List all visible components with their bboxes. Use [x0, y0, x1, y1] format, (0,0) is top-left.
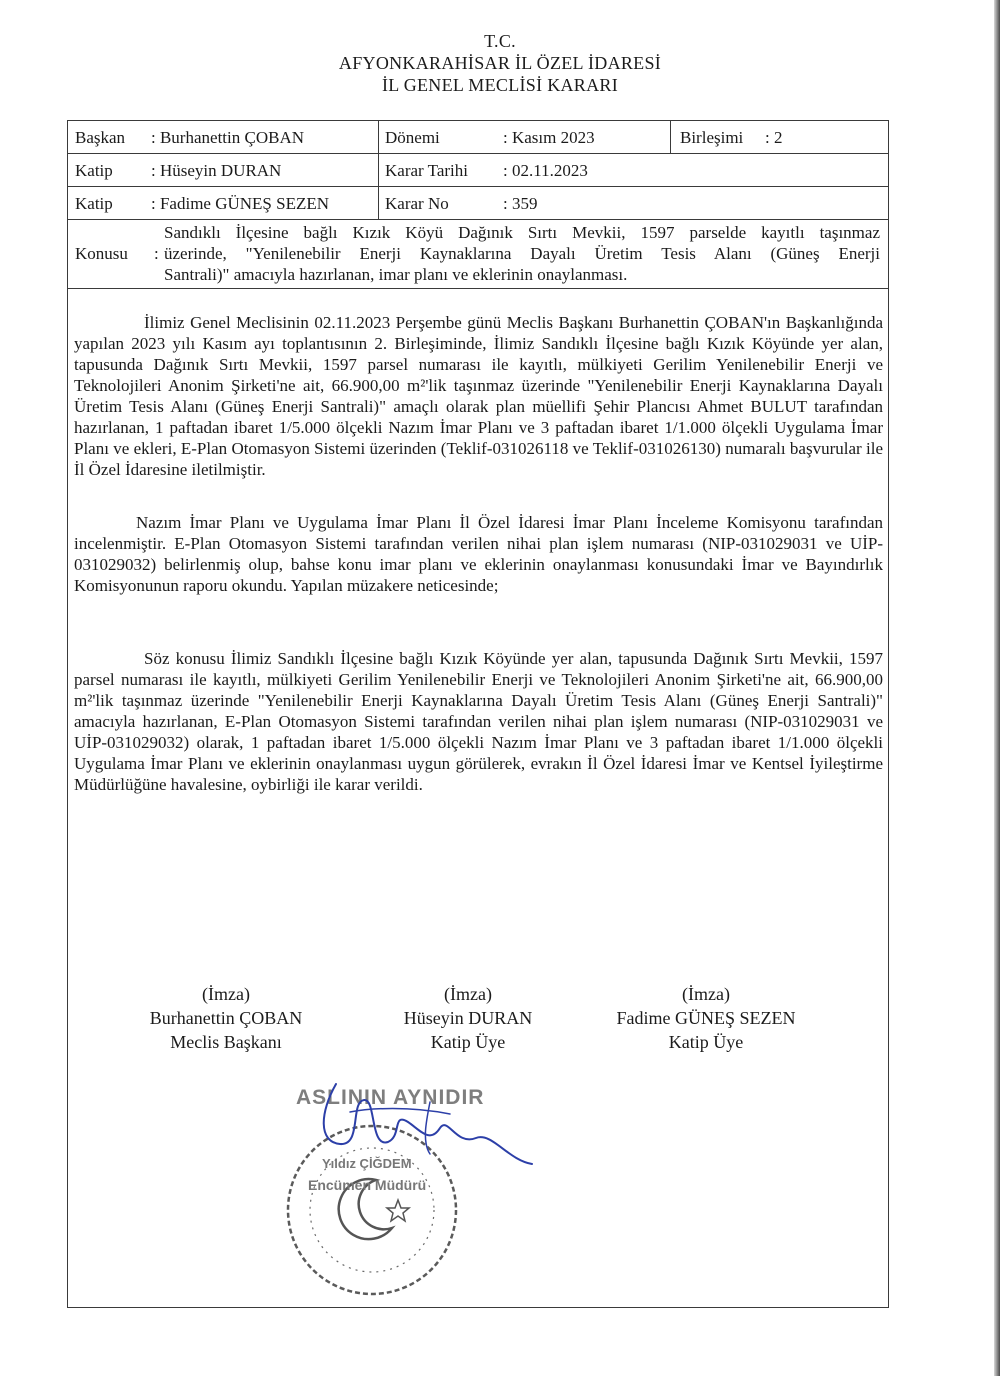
star-icon — [387, 1200, 409, 1221]
header-decision-title: İL GENEL MECLİSİ KARARI — [381, 75, 619, 95]
konusu-text — [164, 222, 880, 285]
signature-name: Fadime GÜNEŞ SEZEN — [616, 1008, 796, 1028]
karar-tarihi-value: : 02.11.2023 — [503, 161, 588, 180]
konusu-label: Konusu — [75, 244, 128, 263]
info-row-katip-2 — [68, 187, 888, 220]
baskan-label: Başkan — [75, 128, 126, 147]
karar-no-value: : 359 — [503, 194, 538, 213]
konusu-line-1: Sandıklı İlçesine bağlı Kızık Köyü Dağınık Sırtı Mevkii, 1597 parselde kayıtlı taşınmaz — [164, 223, 880, 242]
signature-katip-1 — [358, 982, 578, 1054]
katip1-value: : Hüseyin DURAN — [151, 161, 282, 180]
karar-no-label: Karar No — [385, 194, 449, 213]
signature-title: Katip Üye — [668, 1032, 744, 1052]
karar-tarihi-cell — [378, 154, 888, 186]
signature-imza: (İmza) — [444, 984, 492, 1004]
signature-baskan — [116, 982, 336, 1054]
karar-no-cell — [378, 187, 888, 219]
info-row-katip-1 — [68, 154, 888, 187]
karar-tarihi-label: Karar Tarihi — [385, 161, 468, 180]
donemi-cell — [378, 121, 670, 153]
round-seal — [288, 1126, 456, 1294]
signature-imza: (İmza) — [202, 984, 250, 1004]
stamp-name: Yıldız ÇİĞDEM — [322, 1156, 412, 1171]
signature-name: Hüseyin DURAN — [403, 1008, 533, 1028]
baskan-value: : Burhanettin ÇOBAN — [151, 128, 304, 147]
certified-copy-stamp — [280, 1072, 560, 1302]
birlesimi-value: : 2 — [765, 128, 783, 147]
signature-title: Meclis Başkanı — [170, 1032, 282, 1052]
donemi-value: : Kasım 2023 — [503, 128, 595, 147]
signature-katip-2 — [596, 982, 816, 1054]
konusu-colon: : — [154, 244, 159, 263]
donemi-label: Dönemi — [385, 128, 440, 147]
info-row-baskan — [68, 121, 888, 154]
konusu-line-3: Santrali)" amacıyla hazırlanan, imar planı ve eklerinin onaylanması. — [164, 265, 628, 284]
header-institution: AFYONKARAHİSAR İL ÖZEL İDARESİ — [338, 53, 662, 73]
paragraph-3-text: Söz konusu İlimiz Sandıklı İlçesine bağlı Kızık Köyünde yer alan, tapusunda Dağınık Sırtı Mevkii, 1597 parsel numarası ile kayıtlı, mülkiyeti Gerilim Yenilenebilir Enerji ve Teknolojileri Anonim Şirketi'ne ait, 66.900,00 m²'lik taşınmaz üzerinde "Yenilenebilir Enerji Kaynaklarına Dayalı Üretim Tesis Alanı (Güneş Enerji Santrali)" amacıyla hazırlanan, E-Plan Otomasyon Sistemi tarafından verilen nihai plan işlem numarası (NIP-031029031 ve UİP-031029032) olarak, 1 paftadan ibaret 1/5.000 ölçekli Nazım İmar Planı ve 3 paftadan ibaret 1/1.000 ölçekli Uygulama İmar Planı ve eklerinin onaylanması uygun görülerek, evrakın İl Özel İdaresi İmar ve Kentsel İyileştirme Müdürlüğüne havalesine, oybirliği ile karar verildi. — [74, 649, 883, 794]
body-paragraph-1 — [74, 312, 883, 480]
stamp-title: Encümen Müdürü — [308, 1177, 427, 1193]
aslinin-aynidir-text: ASLININ AYNIDIR — [296, 1086, 485, 1109]
paragraph-1-text: İlimiz Genel Meclisinin 02.11.2023 Perşembe günü Meclis Başkanı Burhanettin ÇOBAN'ın Başkanlığında yapılan 2023 yılı Kasım ayı toplantısının 2. Birleşiminde, İlimiz Sandıklı İlçesine bağlı Kızık Köyünde yer alan, tapusunda Dağınık Sırtı Mevkii, 1597 parsel numarası ile kayıtlı, mülkiyeti Gerilim Yenilenebilir Enerji ve Teknolojileri Anonim Şirketi'ne ait, 66.900,00 m²'lik taşınmaz üzerinde "Yenilenebilir Enerji Kaynaklarına Dayalı Üretim Tesis Alanı (Güneş Enerji Santrali)" amaçlı olarak plan müellifi Şehir Plancısı Ahmet BULUT tarafından hazırlanan, 1 paftadan ibaret 1/5.000 ölçekli Nazım İmar Planı ve 3 paftadan ibaret 1/1.000 ölçekli Uygulama İmar Planı ve ekleri, E-Plan Otomasyon Sistemi üzerinden (Teklif-031026118 ve Teklif-031026130) numaralı başvurular ile İl Özel İdaresine iletilmiştir. — [74, 313, 883, 479]
katip1-label: Katip — [75, 161, 113, 180]
paragraph-2-text: Nazım İmar Planı ve Uygulama İmar Planı İl Özel İdaresi İmar Planı İnceleme Komisyonu tarafından incelenmiştir. E-Plan Otomasyon Sistemi tarafından verilen nihai plan işlem numarası (NIP-031029031 ve UİP-031029032) belirlenmiş olup, bahse konu imar planı ve eklerinin onaylanması konusundaki İmar ve Bayındırlık Komisyonunun raporu okundu. Yapılan müzakere neticesinde; — [74, 513, 883, 595]
scan-edge — [994, 0, 1000, 1376]
header-tc: T.C. — [484, 31, 516, 51]
katip2-value: : Fadime GÜNEŞ SEZEN — [151, 194, 330, 213]
signature-title: Katip Üye — [430, 1032, 506, 1052]
birlesimi-label: Birleşimi — [680, 128, 744, 147]
katip2-label: Katip — [75, 194, 113, 213]
body-paragraph-2 — [74, 512, 883, 596]
body-paragraph-3 — [74, 648, 883, 795]
document-header — [0, 30, 1000, 96]
konusu-line-2: üzerinde, "Yenilenebilir Enerji Kaynaklarına Dayalı Üretim Tesis Alanı (Güneş Enerji — [164, 244, 880, 263]
signature-imza: (İmza) — [682, 984, 730, 1004]
info-row-konusu — [68, 220, 888, 289]
signature-name: Burhanettin ÇOBAN — [149, 1008, 303, 1028]
birlesimi-cell — [670, 121, 888, 153]
